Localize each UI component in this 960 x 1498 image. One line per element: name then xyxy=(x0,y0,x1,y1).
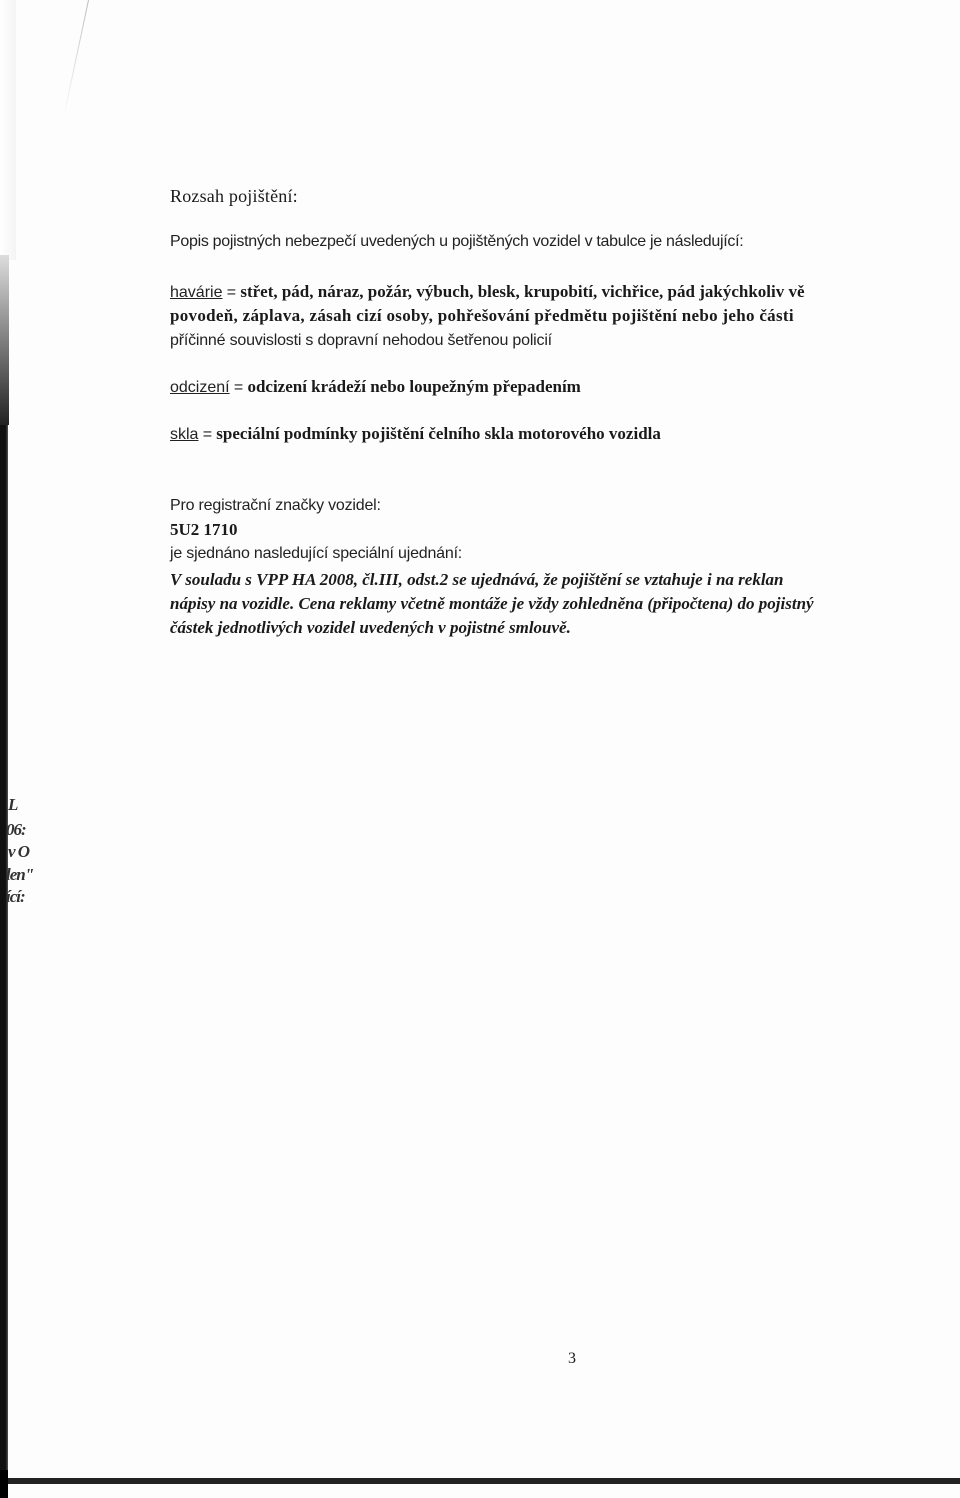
agreement-text: V souladu s VPP HA 2008, čl.III, odst.2 se ujednává, že pojištění se vztahuje i na reklan xyxy=(170,570,784,589)
definition-term: odcizení xyxy=(170,379,230,396)
definition-term: skla xyxy=(170,426,199,443)
bleed-text: len" xyxy=(6,865,34,884)
definition-term: havárie xyxy=(170,284,223,301)
definition-equals: = xyxy=(226,284,237,301)
definition-text: speciální podmínky pojištění čelního skla motorového vozidla xyxy=(216,424,661,443)
bottom-scan-edge xyxy=(0,1478,960,1484)
section-heading: Rozsah pojištění: xyxy=(170,186,298,206)
definition-text-span: příčinné souvislosti s dopravní nehodou šetřenou policií xyxy=(170,332,552,349)
registration-value: 5U2 1710 xyxy=(170,520,238,539)
definition-text: povodeň, záplava, zásah cizí osoby, pohřešování předmětu pojištění nebo jeho části xyxy=(170,306,794,325)
agreement-text: částek jednotlivých vozidel uvedených v pojistné smlouvě. xyxy=(170,618,571,637)
agreement-label: je sjednáno nasledující speciální ujednání: xyxy=(170,545,463,562)
definition-equals: = xyxy=(202,426,213,443)
corner-scan-edge xyxy=(0,1470,8,1498)
page-number: 3 xyxy=(568,1350,576,1367)
bleed-through-fragment xyxy=(0,790,40,920)
definition-skla xyxy=(170,424,661,445)
definition-havarie xyxy=(170,282,805,303)
bleed-text: 06: xyxy=(6,820,26,839)
bleed-text: L xyxy=(8,795,18,814)
fold-line xyxy=(63,0,89,118)
intro-text: Popis pojistných nebezpečí uvedených u pojištěných vozidel v tabulce je následující: xyxy=(170,233,744,250)
scan-edge-light xyxy=(0,0,16,260)
definition-odcizeni xyxy=(170,377,581,398)
agreement-text: nápisy na vozidle. Cena reklamy včetně montáže je vždy zohledněna (připočtena) do pojistný xyxy=(170,594,814,613)
scan-edge-shadow xyxy=(0,255,9,425)
definition-text: odcizení krádeží nebo loupežným přepadením xyxy=(247,377,581,396)
definition-equals: = xyxy=(233,379,244,396)
bleed-text: v O xyxy=(8,842,30,861)
definition-text: střet, pád, náraz, požár, výbuch, blesk, krupobití, vichřice, pád jakýchkoliv vě xyxy=(240,282,805,301)
registration-label: Pro registrační značky vozidel: xyxy=(170,497,381,514)
definition-text xyxy=(170,330,552,351)
bleed-text: ící: xyxy=(6,887,25,906)
